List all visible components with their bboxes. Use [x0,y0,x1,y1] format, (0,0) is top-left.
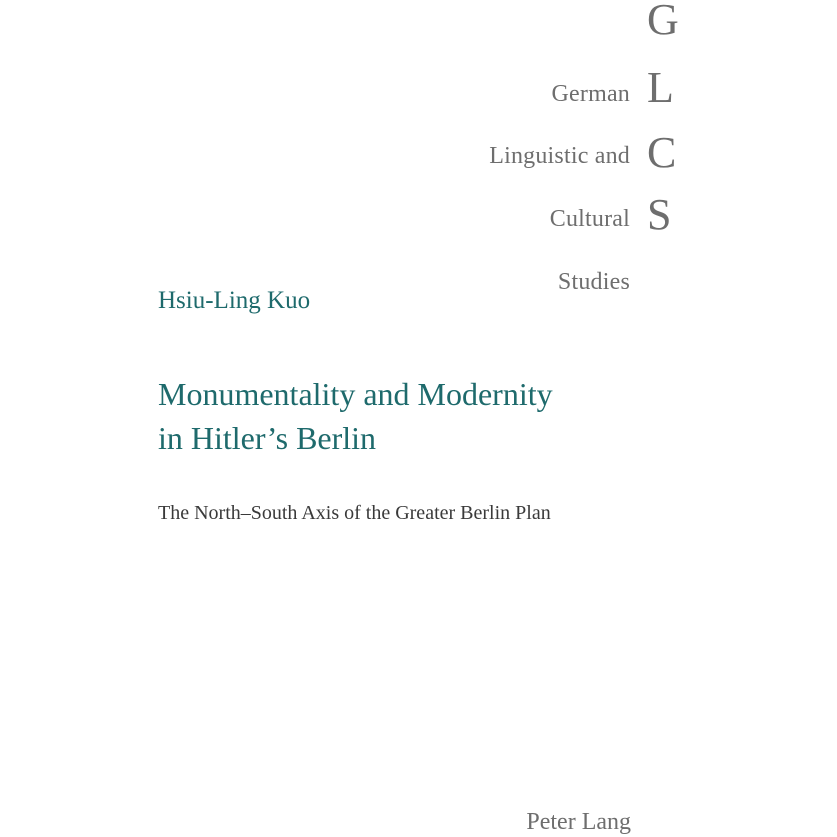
series-letter-s: S [647,190,672,239]
book-title [158,372,718,460]
author-name: Hsiu-Ling Kuo [158,287,311,314]
series-word-cultural: Cultural [549,206,630,232]
series-letter-g: G [647,0,679,44]
book-subtitle: The North–South Axis of the Greater Berlin Plan [158,502,551,524]
series-word-studies: Studies [557,269,630,295]
book-title-line-2: in Hitler’s Berlin [158,420,377,456]
series-word-linguistic: Linguistic and [489,143,630,169]
series-letter-l: L [647,63,674,112]
book-title-line-1: Monumentality and Modernity [158,376,553,412]
series-word-german: German [551,81,630,107]
publisher-name: Peter Lang [526,809,631,835]
series-letter-c: C [647,128,677,177]
